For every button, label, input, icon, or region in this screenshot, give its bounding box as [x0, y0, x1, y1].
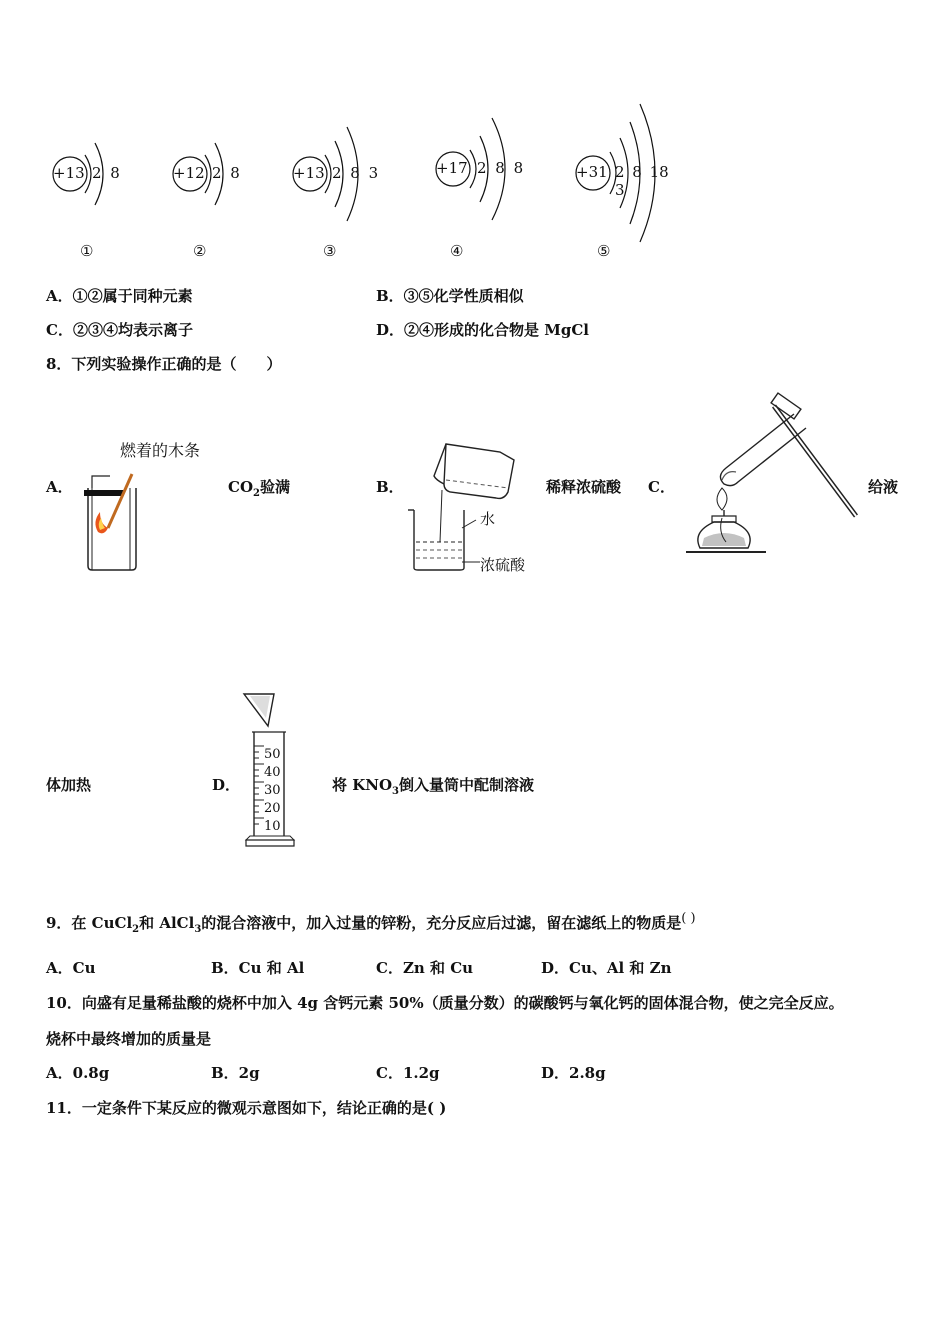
q8-stem: 8．下列实验操作正确的是（ ） — [46, 355, 282, 373]
beaker-dilution-figure — [400, 430, 550, 584]
nucleus-charge: +31 — [576, 163, 608, 181]
q10-option-a: A．0.8g — [46, 1064, 110, 1082]
nucleus-charge: +13 — [293, 164, 325, 182]
figure-label-acid: 浓硫酸 — [480, 556, 526, 574]
q8-option-b-label: B． — [376, 478, 404, 496]
q9-option-c: C．Zn 和 Cu — [376, 959, 474, 977]
atom-diagram-1 — [45, 125, 135, 229]
atom-index-3: ③ — [323, 242, 337, 260]
nucleus-charge: +13 — [53, 164, 85, 182]
heating-figure — [682, 392, 862, 566]
atom-diagram-2 — [165, 125, 255, 229]
answer-parentheses: ( ) — [681, 911, 696, 926]
q10-option-b: B．2g — [211, 1064, 260, 1082]
q8-option-c-text-continued: 体加热 — [46, 776, 92, 794]
atom-index-1: ① — [80, 242, 94, 260]
q8-option-b-text: 稀释浓硫酸 — [546, 478, 622, 496]
q10-option-c: C．1.2g — [376, 1064, 440, 1082]
q8-option-c-label: C． — [648, 478, 675, 496]
cylinder-scale-mark: 30 — [264, 783, 281, 798]
q7-option-d: D．②④形成的化合物是 MgCl — [376, 321, 589, 339]
q9-option-a: A．Cu — [46, 959, 96, 977]
q9-stem: 9．在 CuCl$_2$和 AlCl$_3$的混合溶液中，加入过量的锌粉，充分反应后过滤，留在滤纸上的物质是( ) — [46, 911, 696, 935]
bottle-figure — [78, 436, 201, 580]
q10-stem-line1: 10．向盛有足量稀盐酸的烧杯中加入 4g 含钙元素 50%（质量分数）的碳酸钙与氧化钙的固体混合物，使之完全反应。 — [46, 994, 844, 1012]
q11-stem: 11．一定条件下某反应的微观示意图如下，结论正确的是( ) — [46, 1099, 447, 1117]
atom-diagram-3 — [285, 115, 395, 234]
figure-caption-burning-splint: 燃着的木条 — [120, 441, 201, 460]
graduated-cylinder-figure — [236, 690, 306, 856]
q8-option-a-text: $CO_2$验满 — [228, 478, 290, 499]
electron-shells: 2 8 — [212, 164, 240, 182]
cylinder-scale-mark: 50 — [264, 747, 281, 762]
nucleus-charge: +12 — [173, 164, 205, 182]
q10-option-d: D．2.8g — [541, 1064, 606, 1082]
nucleus-charge: +17 — [436, 159, 468, 177]
q7-option-a: A．①②属于同种元素 — [46, 287, 193, 305]
q9-option-d: D．Cu、Al 和 Zn — [541, 959, 672, 977]
q8-option-d-label: D． — [212, 776, 241, 794]
q8-option-a-label: A． — [46, 478, 73, 496]
atom-diagram-5 — [570, 100, 680, 254]
figure-label-water: 水 — [480, 510, 496, 528]
cylinder-scale-mark: 40 — [264, 765, 281, 780]
cylinder-scale-mark: 10 — [264, 819, 281, 834]
q8-option-d-text: 将 $KNO_3$倒入量筒中配制溶液 — [332, 776, 535, 797]
q9-option-b: B．Cu 和 Al — [211, 959, 305, 977]
q8-option-c-text: 给液 — [868, 478, 899, 496]
atom-index-4: ④ — [450, 242, 464, 260]
atom-index-5: ⑤ — [597, 242, 611, 260]
atom-diagram-4 — [430, 110, 540, 234]
electron-shells: 2 8 18 3 — [615, 163, 669, 199]
electron-shells: 2 8 3 — [332, 164, 379, 182]
q10-stem-line2: 烧杯中最终增加的质量是 — [46, 1030, 212, 1048]
electron-shells: 2 8 8 — [477, 159, 524, 177]
q7-option-b: B．③⑤化学性质相似 — [376, 287, 524, 305]
q7-option-c: C．②③④均表示离子 — [46, 321, 193, 339]
atom-index-2: ② — [193, 242, 207, 260]
electron-shells: 2 8 — [92, 164, 120, 182]
cylinder-scale-mark: 20 — [264, 801, 281, 816]
